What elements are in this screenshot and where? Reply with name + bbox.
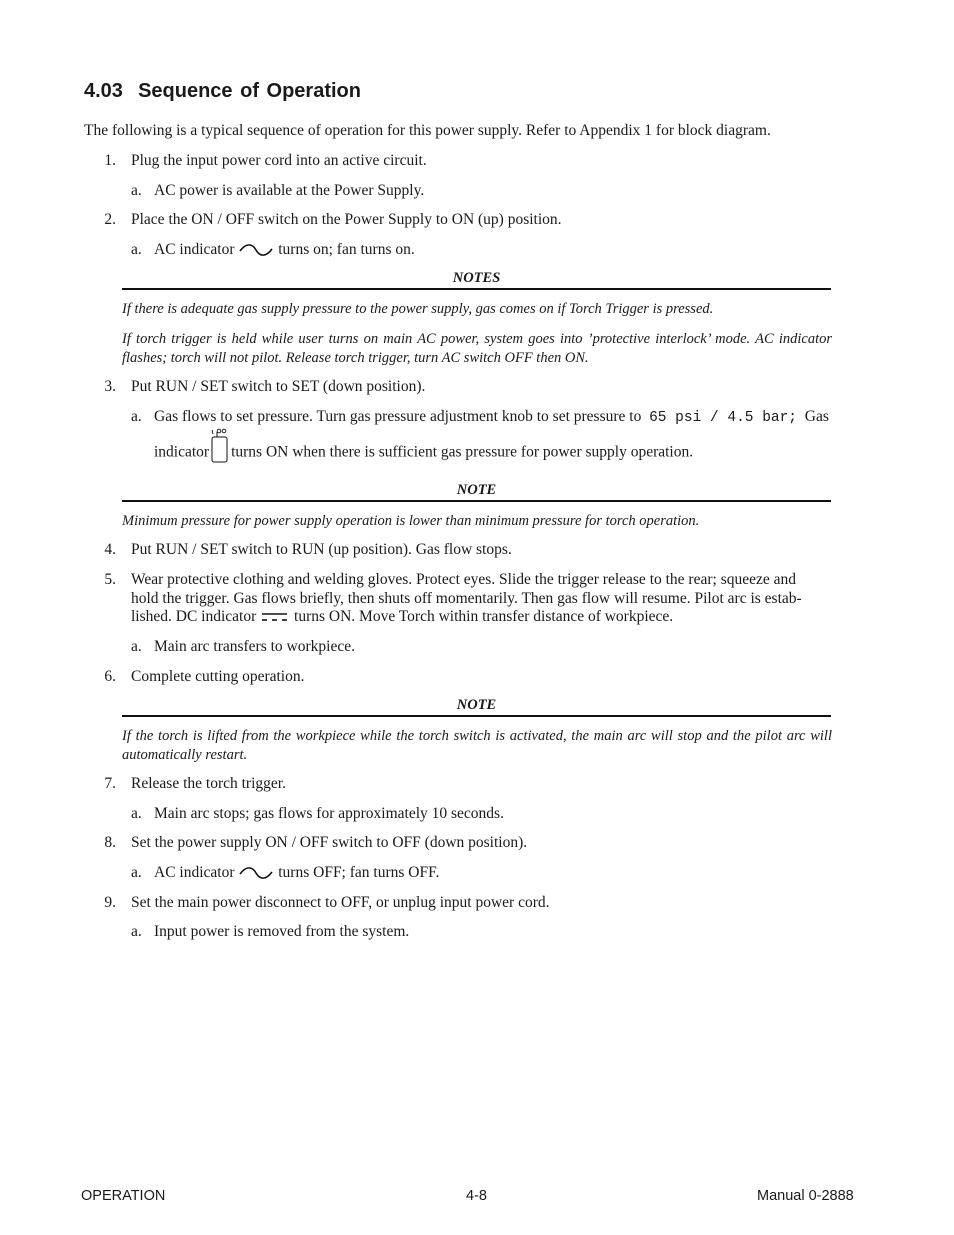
pressure-value: 65 psi / 4.5 bar; [649, 410, 798, 426]
note-3-heading: NOTE [456, 697, 497, 713]
step-8-number: 8. [104, 834, 116, 851]
step-1-number: 1. [104, 152, 116, 169]
footer-section: OPERATION [81, 1188, 166, 1204]
note-2-heading: NOTE [456, 482, 497, 498]
step-5-line-3-post: turns ON. Move Torch within transfer distance of workpiece. [294, 608, 674, 625]
step-5-line-1: Wear protective clothing and welding gloves. Protect eyes. Slide the trigger release to the rear; squeeze and [131, 571, 797, 588]
step-9a-label: a. [131, 923, 142, 940]
step-3a-line-2 [154, 442, 693, 464]
step-7-number: 7. [104, 775, 116, 792]
step-8a-pre: AC indicator [154, 864, 235, 881]
step-5a-label: a. [131, 638, 142, 655]
step-3a-text: Gas flows to set pressure. Turn gas pressure adjustment knob to set pressure to [154, 408, 642, 425]
step-3-number: 3. [104, 378, 116, 395]
step-3a-label: a. [131, 408, 142, 425]
step-8a-post: turns OFF; fan turns OFF. [278, 864, 440, 881]
notes-paragraph-2: If torch trigger is held while user turns on main AC power, system goes into ’protective interlock’ mode. AC indicator flashes; torch will not pilot. Release torch trigger, turn AC switch OFF then ON. [122, 331, 832, 366]
step-5-line-3-pre: lished. DC indicator [131, 608, 257, 625]
step-6-number: 6. [104, 668, 116, 685]
note-2-rule [122, 500, 831, 502]
step-2a-label: a. [131, 241, 142, 258]
step-7-text: Release the torch trigger. [131, 775, 286, 792]
note-2-text: Minimum pressure for power supply operation is lower than minimum pressure for torch operation. [122, 513, 700, 529]
intro-text: The following is a typical sequence of operation for this power supply. Refer to Appendix 1 for block diagram. [84, 122, 771, 139]
step-3-text: Put RUN / SET switch to SET (down position). [131, 378, 426, 395]
step-6-text: Complete cutting operation. [131, 668, 305, 685]
ac-sine-icon [238, 866, 274, 880]
step-9-text: Set the main power disconnect to OFF, or unplug input power cord. [131, 894, 550, 911]
step-5a-text: Main arc transfers to workpiece. [154, 638, 355, 655]
gas-cylinder-icon [209, 428, 231, 464]
step-1-text: Plug the input power cord into an active circuit. [131, 152, 427, 169]
step-8a-line [154, 864, 439, 882]
footer-page-number: 4-8 [466, 1188, 487, 1204]
step-2-number: 2. [104, 211, 116, 228]
dc-symbol-icon [260, 611, 290, 623]
ac-sine-icon [238, 243, 274, 257]
note-3-rule [122, 715, 831, 717]
step-1a-label: a. [131, 182, 142, 199]
notes-heading: NOTES [452, 270, 501, 286]
step-3a-post: turns ON when there is sufficient gas pressure for power supply operation. [231, 443, 694, 461]
step-7a-text: Main arc stops; gas flows for approximately 10 seconds. [154, 805, 504, 822]
step-3a-gas-word: Gas [804, 408, 829, 425]
step-5-line-3 [131, 608, 673, 626]
step-5-number: 5. [104, 571, 116, 588]
step-8-text: Set the power supply ON / OFF switch to OFF (down position). [131, 834, 528, 851]
step-2a-line [154, 241, 415, 259]
step-3a-line-1 [154, 408, 829, 427]
step-9a-text: Input power is removed from the system. [154, 923, 410, 940]
step-8a-label: a. [131, 864, 142, 881]
step-9-number: 9. [104, 894, 116, 911]
step-5-line-2: hold the trigger. Gas flows briefly, then shuts off momentarily. Then gas flow will resume. Pilot arc is estab- [131, 590, 802, 607]
step-3a-indicator-word: indicator [154, 443, 210, 461]
notes-paragraph-1: If there is adequate gas supply pressure to the power supply, gas comes on if Torch Trigger is pressed. [122, 301, 714, 317]
step-7a-label: a. [131, 805, 142, 822]
page-title: 4.03 Sequence of Operation [84, 80, 361, 102]
step-2a-post: turns on; fan turns on. [278, 241, 415, 258]
notes-rule [122, 288, 831, 290]
step-1a-text: AC power is available at the Power Supply. [154, 182, 425, 199]
step-4-number: 4. [104, 541, 116, 558]
footer-manual: Manual 0-2888 [757, 1188, 854, 1204]
step-2a-pre: AC indicator [154, 241, 235, 258]
step-2-text: Place the ON / OFF switch on the Power Supply to ON (up) position. [131, 211, 562, 228]
step-4-text: Put RUN / SET switch to RUN (up position). Gas flow stops. [131, 541, 512, 558]
note-3-text: If the torch is lifted from the workpiece while the torch switch is activated, the main arc will stop and the pilot arc will automatically restart. [122, 728, 832, 763]
